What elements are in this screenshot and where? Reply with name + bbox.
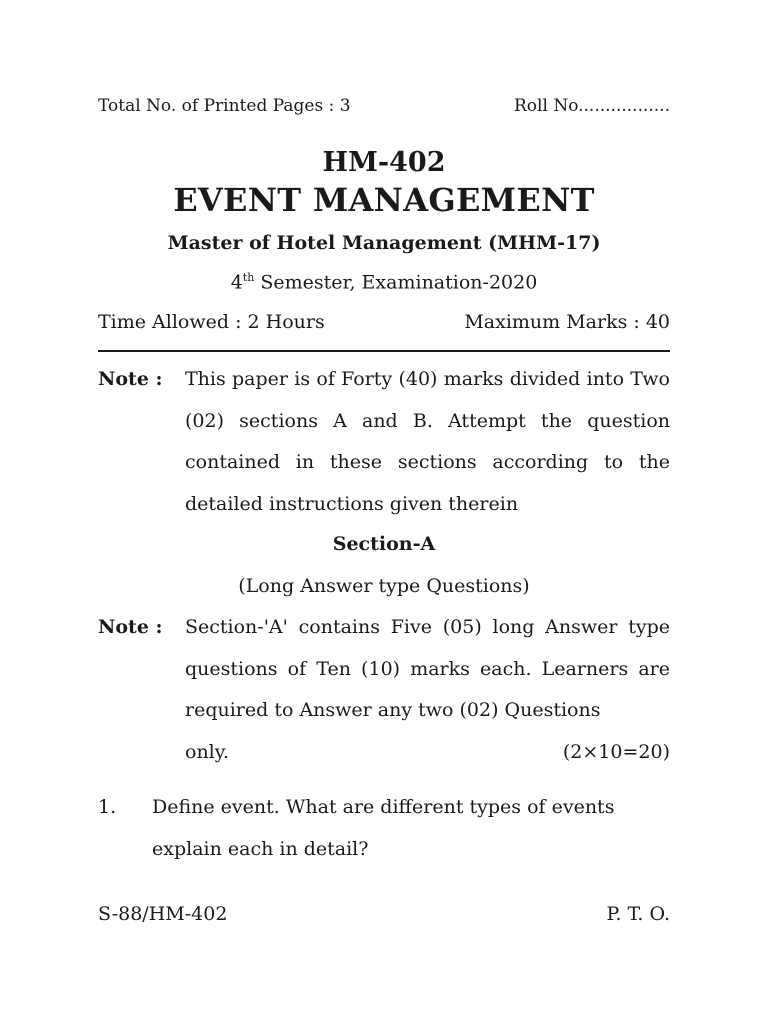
printed-pages: Total No. of Printed Pages : 3	[98, 96, 351, 116]
semester-number: 4	[230, 271, 243, 294]
note-text: Section-'A' contains Five (05) long Answer type questions of Ten (10) marks each. Learners are required to Answer any two (02) Questions	[185, 616, 670, 721]
section-subheading: (Long Answer type Questions)	[238, 575, 530, 597]
note-body	[185, 607, 670, 773]
note-last-line	[185, 732, 670, 774]
time-marks-line	[98, 311, 670, 333]
roll-no: Roll No.................	[514, 96, 670, 116]
header-line	[98, 96, 670, 116]
footer-pto: P. T. O.	[606, 903, 670, 925]
divider	[98, 350, 670, 352]
time-allowed: Time Allowed : 2 Hours	[98, 311, 325, 333]
note-last-word: only.	[185, 740, 230, 763]
paper-title: EVENT MANAGEMENT	[173, 181, 595, 219]
question	[98, 787, 670, 870]
note-label: Note :	[98, 368, 163, 390]
semester-superscript: th	[242, 271, 255, 284]
note-label: Note :	[98, 616, 163, 638]
section-heading: Section-A	[332, 533, 436, 555]
semester-rest: Semester, Examination-2020	[254, 271, 538, 294]
paper-code: HM-402	[322, 147, 446, 178]
program-name: Master of Hotel Management (MHM-17)	[167, 232, 601, 254]
marks-distribution: (2×10=20)	[562, 740, 670, 763]
footer-code: S-88/HM-402	[98, 903, 228, 925]
note-general	[98, 359, 670, 525]
question-number: 1.	[98, 796, 117, 818]
question-text: Define event. What are different types of events explain each in detail?	[152, 796, 615, 860]
semester-line	[98, 271, 670, 293]
footer	[98, 903, 670, 925]
note-section-a	[98, 607, 670, 773]
note-text: This paper is of Forty (40) marks divided into Two (02) sections A and B. Attempt the question contained in these sections according to the detailed instructions given therein	[185, 368, 670, 515]
maximum-marks: Maximum Marks : 40	[464, 311, 670, 333]
